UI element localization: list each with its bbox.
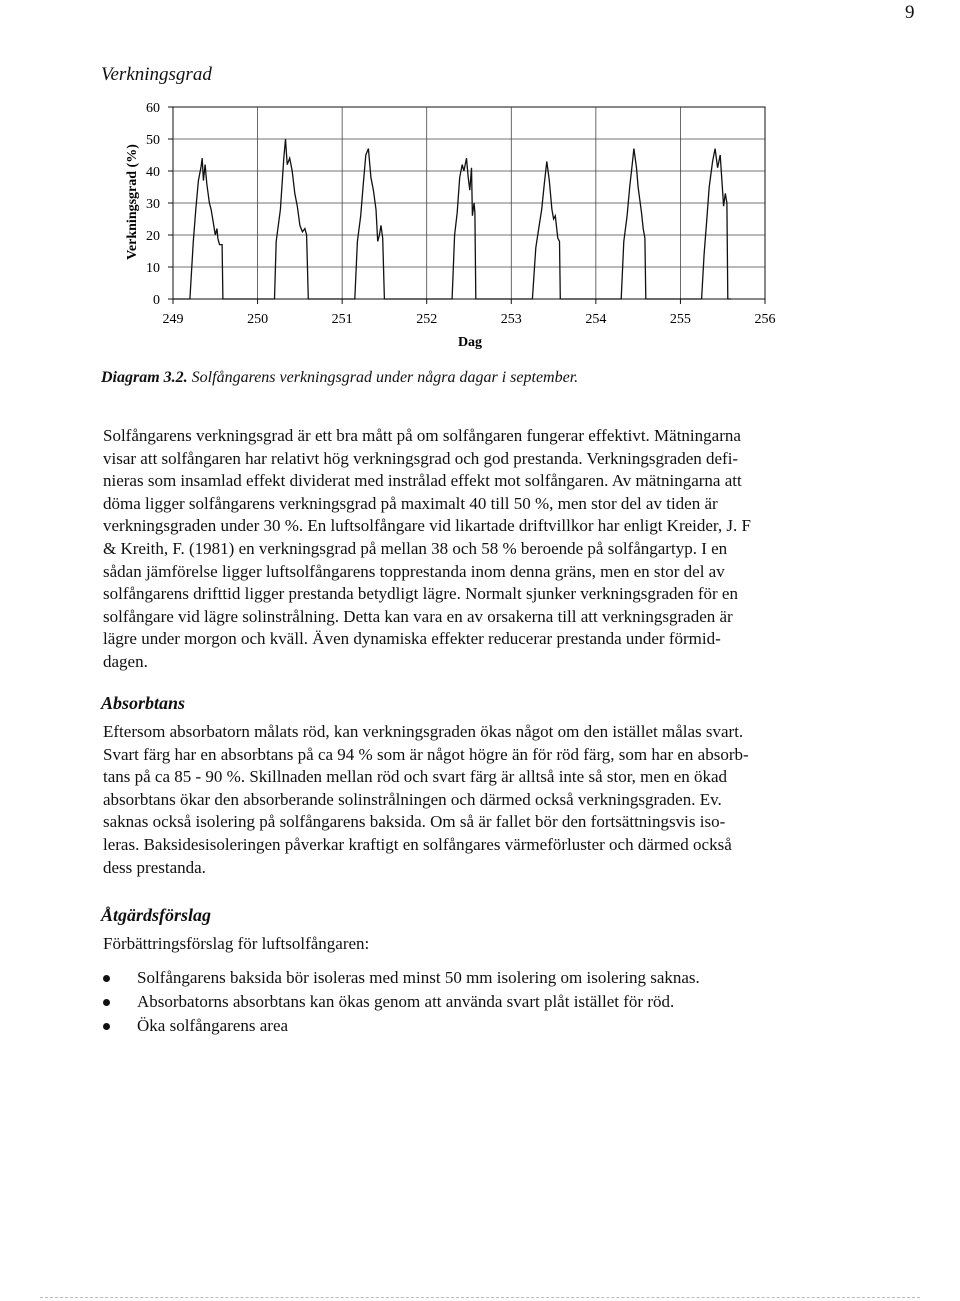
text-line: Solfångarens verkningsgrad är ett bra mått på om solfångaren fungerar effektivt. Mätningarna	[103, 426, 741, 445]
chart-y-axis-label: Verkningsgrad (%)	[125, 144, 140, 260]
caption-text: Solfångarens verkningsgrad under några dagar i september.	[191, 369, 579, 386]
text-line: nieras som insamlad effekt dividerat med instrålad effekt mot solfångaren. Av mätningarna att	[103, 471, 742, 491]
suggestion-list	[103, 966, 700, 1038]
bullet-dot-icon	[103, 975, 110, 982]
chart-x-tick-label: 255	[669, 312, 691, 327]
page-number: 9	[905, 2, 915, 23]
paragraph-intro-forslag: Förbättringsförslag för luftsolfångaren:	[103, 934, 370, 953]
chart-y-tick-label: 30	[146, 197, 160, 212]
text-line: solfångarens drifttid ligger prestanda betydligt lägre. Normalt sjunker verkningsgraden för en	[103, 584, 738, 604]
section-heading-verkningsgrad: Verkningsgrad	[101, 64, 212, 85]
paragraph-verkningsgrad	[103, 425, 843, 674]
text-line: verkningsgraden under 30 %. En luftsolfångare vid likartade driftvillkor har enligt Kreider, J. F	[103, 516, 751, 536]
text-line: lägre under morgon och kväll. Även dynamiska effekter reducerar prestanda under förmid-	[103, 629, 721, 649]
text-line: solfångare vid lägre solinstrålning. Detta kan vara en av orsakerna till att verkningsgraden är	[103, 606, 733, 626]
chart-y-tick-label: 10	[146, 261, 160, 276]
section-heading-atgardsforslag: Åtgärdsförslag	[101, 905, 212, 925]
text-line: dess prestanda.	[103, 857, 206, 877]
caption-label: Diagram 3.2.	[101, 369, 188, 386]
chart-x-tick-label: 249	[162, 312, 184, 327]
suggestion-text: Absorbatorns absorbtans kan ökas genom att använda svart plåt istället för röd.	[137, 992, 675, 1011]
suggestion-item	[103, 966, 700, 990]
text-line: leras. Baksidesisoleringen påverkar kraftigt en solfångares värmeförluster och därmed också	[103, 834, 732, 854]
chart-series-line	[173, 139, 731, 299]
bullet-dot-icon	[103, 1023, 110, 1030]
text-line: absorbtans ökar den absorberande solinstrålningen och därmed också verkningsgraden. Ev.	[103, 789, 722, 809]
text-line: Svart färg har en absorbtans på ca 94 % som är något högre än för röd färg, som har en absorb-	[103, 744, 749, 764]
suggestion-item	[103, 1014, 700, 1038]
text-line: tans på ca 85 - 90 %. Skillnaden mellan röd och svart färg är alltså inte så stor, men en ökad	[103, 767, 728, 787]
text-line: visar att solfångaren har relativt hög verkningsgrad och god prestanda. Verkningsgraden defi-	[103, 448, 739, 468]
chart-y-tick-label: 40	[146, 165, 160, 180]
text-line: & Kreith, F. (1981) en verkningsgrad på mellan 38 och 58 % beroende på solfångartyp. I en	[103, 538, 728, 558]
chart-x-tick-label: 250	[247, 312, 269, 327]
chart-x-tick-label: 252	[416, 312, 438, 327]
chart-x-tick-label: 256	[754, 312, 776, 327]
text-line: döma ligger solfångarens verkningsgrad på maximalt 40 till 50 %, men stor del av tiden är	[103, 493, 718, 513]
suggestion-text: Solfångarens baksida bör isoleras med minst 50 mm isolering om isolering saknas.	[137, 968, 700, 987]
bullet-dot-icon	[103, 999, 110, 1006]
chart-y-tick-label: 50	[146, 133, 160, 148]
suggestion-item	[103, 990, 700, 1014]
text-line: Eftersom absorbatorn målats röd, kan verkningsgraden ökas något om den istället målas svart.	[103, 722, 744, 741]
suggestion-text: Öka solfångarens area	[137, 1016, 289, 1035]
figure-caption	[101, 369, 578, 387]
text-line: saknas också isolering på solfångarens baksida. Om så är fallet bör den fortsättningsvis iso-	[103, 812, 726, 832]
chart-y-tick-label: 20	[146, 229, 160, 244]
footer-divider	[40, 1297, 920, 1298]
text-line: sådan jämförelse ligger luftsolfångarens topprestanda inom denna gräns, men en stor del av	[103, 561, 725, 581]
chart-x-tick-label: 251	[331, 312, 353, 327]
text-line: dagen.	[103, 651, 148, 671]
chart-y-tick-label: 60	[146, 101, 160, 116]
chart-x-tick-label: 254	[585, 312, 607, 327]
chart-y-tick-label: 0	[153, 293, 160, 308]
efficiency-chart	[100, 92, 800, 354]
chart-x-tick-label: 253	[500, 312, 522, 327]
chart-x-axis-label: Dag	[457, 335, 483, 350]
section-heading-absorbtans: Absorbtans	[101, 693, 186, 713]
paragraph-absorbtans	[103, 721, 843, 879]
